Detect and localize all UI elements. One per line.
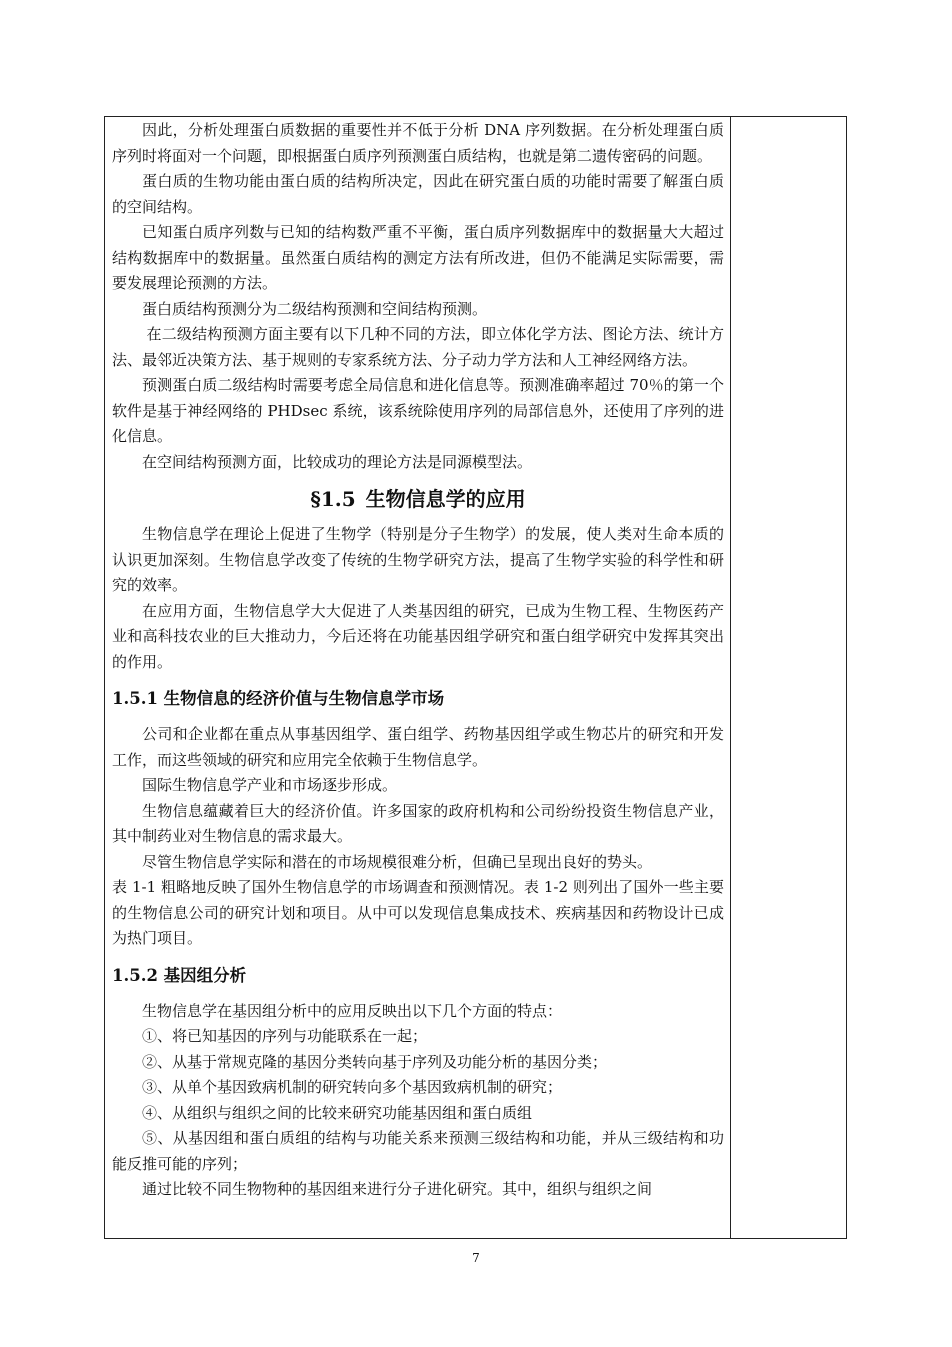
paragraph: 表 1-1 粗略地反映了国外生物信息学的市场调查和预测情况。表 1-2 则列出了国外一些主要的生物信息公司的研究计划和项目。从中可以发现信息集成技术、疾病基因和药物设计已成为热门项目。 <box>112 878 724 947</box>
subsection-heading-1-5-1: 1.5.1 生物信息的经济价值与生物信息学市场 <box>112 689 445 708</box>
paragraph: 公司和企业都在重点从事基因组学、蛋白组学、药物基因组学或生物芯片的研究和开发工作，而这些领域的研究和应用完全依赖于生物信息学。 <box>112 725 724 769</box>
main-content <box>112 118 724 1236</box>
list-item: ①、将已知基因的序列与功能联系在一起； <box>142 1027 428 1045</box>
paragraph: 国际生物信息学产业和市场逐步形成。 <box>142 776 398 794</box>
paragraph: 在空间结构预测方面，比较成功的理论方法是同源模型法。 <box>142 452 533 471</box>
paragraph: 生物信息学在基因组分析中的应用反映出以下几个方面的特点： <box>142 1001 563 1020</box>
paragraph: 通过比较不同生物物种的基因组来进行分子进化研究。其中，组织与组织之间 <box>142 1180 653 1198</box>
paragraph: 生物信息学在理论上促进了生物学（特别是分子生物学）的发展，使人类对生命本质的认识更加深刻。生物信息学改变了传统的生物学研究方法，提高了生物学实验的科学性和研究的效率。 <box>112 525 724 594</box>
paragraph: 在二级结构预测方面主要有以下几种不同的方法，即立体化学方法、图论方法、统计方法、最邻近决策方法、基于规则的专家系统方法、分子动力学方法和人工神经网络方法。 <box>112 325 724 369</box>
section-title: 生物信息学的应用 <box>365 487 526 511</box>
paragraph: 生物信息蕴藏着巨大的经济价值。许多国家的政府机构和公司纷纷投资生物信息产业，其中制药业对生物信息的需求最大。 <box>112 801 724 845</box>
subsection-heading-1-5-2: 1.5.2 基因组分析 <box>112 965 247 985</box>
section-number: §1.5 <box>310 487 356 511</box>
page-number: 7 <box>472 1251 480 1265</box>
paragraph: 已知蛋白质序列数与已知的结构数严重不平衡，蛋白质序列数据库中的数据量大大超过结构数据库中的数据量。虽然蛋白质结构的测定方法有所改进，但仍不能满足实际需要，需要发展理论预测的方法。 <box>112 223 724 292</box>
paragraph: 蛋白质的生物功能由蛋白质的结构所决定，因此在研究蛋白质的功能时需要了解蛋白质的空间结构。 <box>112 172 724 216</box>
list-item: ③、从单个基因致病机制的研究转向多个基因致病机制的研究； <box>142 1078 563 1096</box>
paragraph: 因此，分析处理蛋白质数据的重要性并不低于分析 DNA 序列数据。在分析处理蛋白质序列时将面对一个问题，即根据蛋白质序列预测蛋白质结构，也就是第二遗传密码的问题。 <box>112 121 724 165</box>
paragraph: 尽管生物信息学实际和潜在的市场规模很难分析，但确已呈现出良好的势头。 <box>142 852 653 871</box>
list-item: ④、从组织与组织之间的比较来研究功能基因组和蛋白质组 <box>142 1103 533 1122</box>
paragraph: 蛋白质结构预测分为二级结构预测和空间结构预测。 <box>142 299 488 318</box>
column-divider <box>730 116 731 1239</box>
list-item: ⑤、从基因组和蛋白质组的结构与功能关系来预测三级结构和功能，并从三级结构和功能反推可能的序列； <box>112 1129 724 1173</box>
paragraph: 在应用方面，生物信息学大大促进了人类基因组的研究，已成为生物工程、生物医药产业和高科技农业的巨大推动力，今后还将在功能基因组学研究和蛋白组学研究中发挥其突出的作用。 <box>112 601 724 671</box>
list-item: ②、从基于常规克隆的基因分类转向基于序列及功能分析的基因分类； <box>142 1052 608 1071</box>
section-heading <box>112 484 724 514</box>
paragraph: 预测蛋白质二级结构时需要考虑全局信息和进化信息等。预测准确率超过 70％的第一个软件是基于神经网络的 PHDsec 系统，该系统除使用序列的局部信息外，还使用了序列的进化信息。 <box>112 376 724 445</box>
